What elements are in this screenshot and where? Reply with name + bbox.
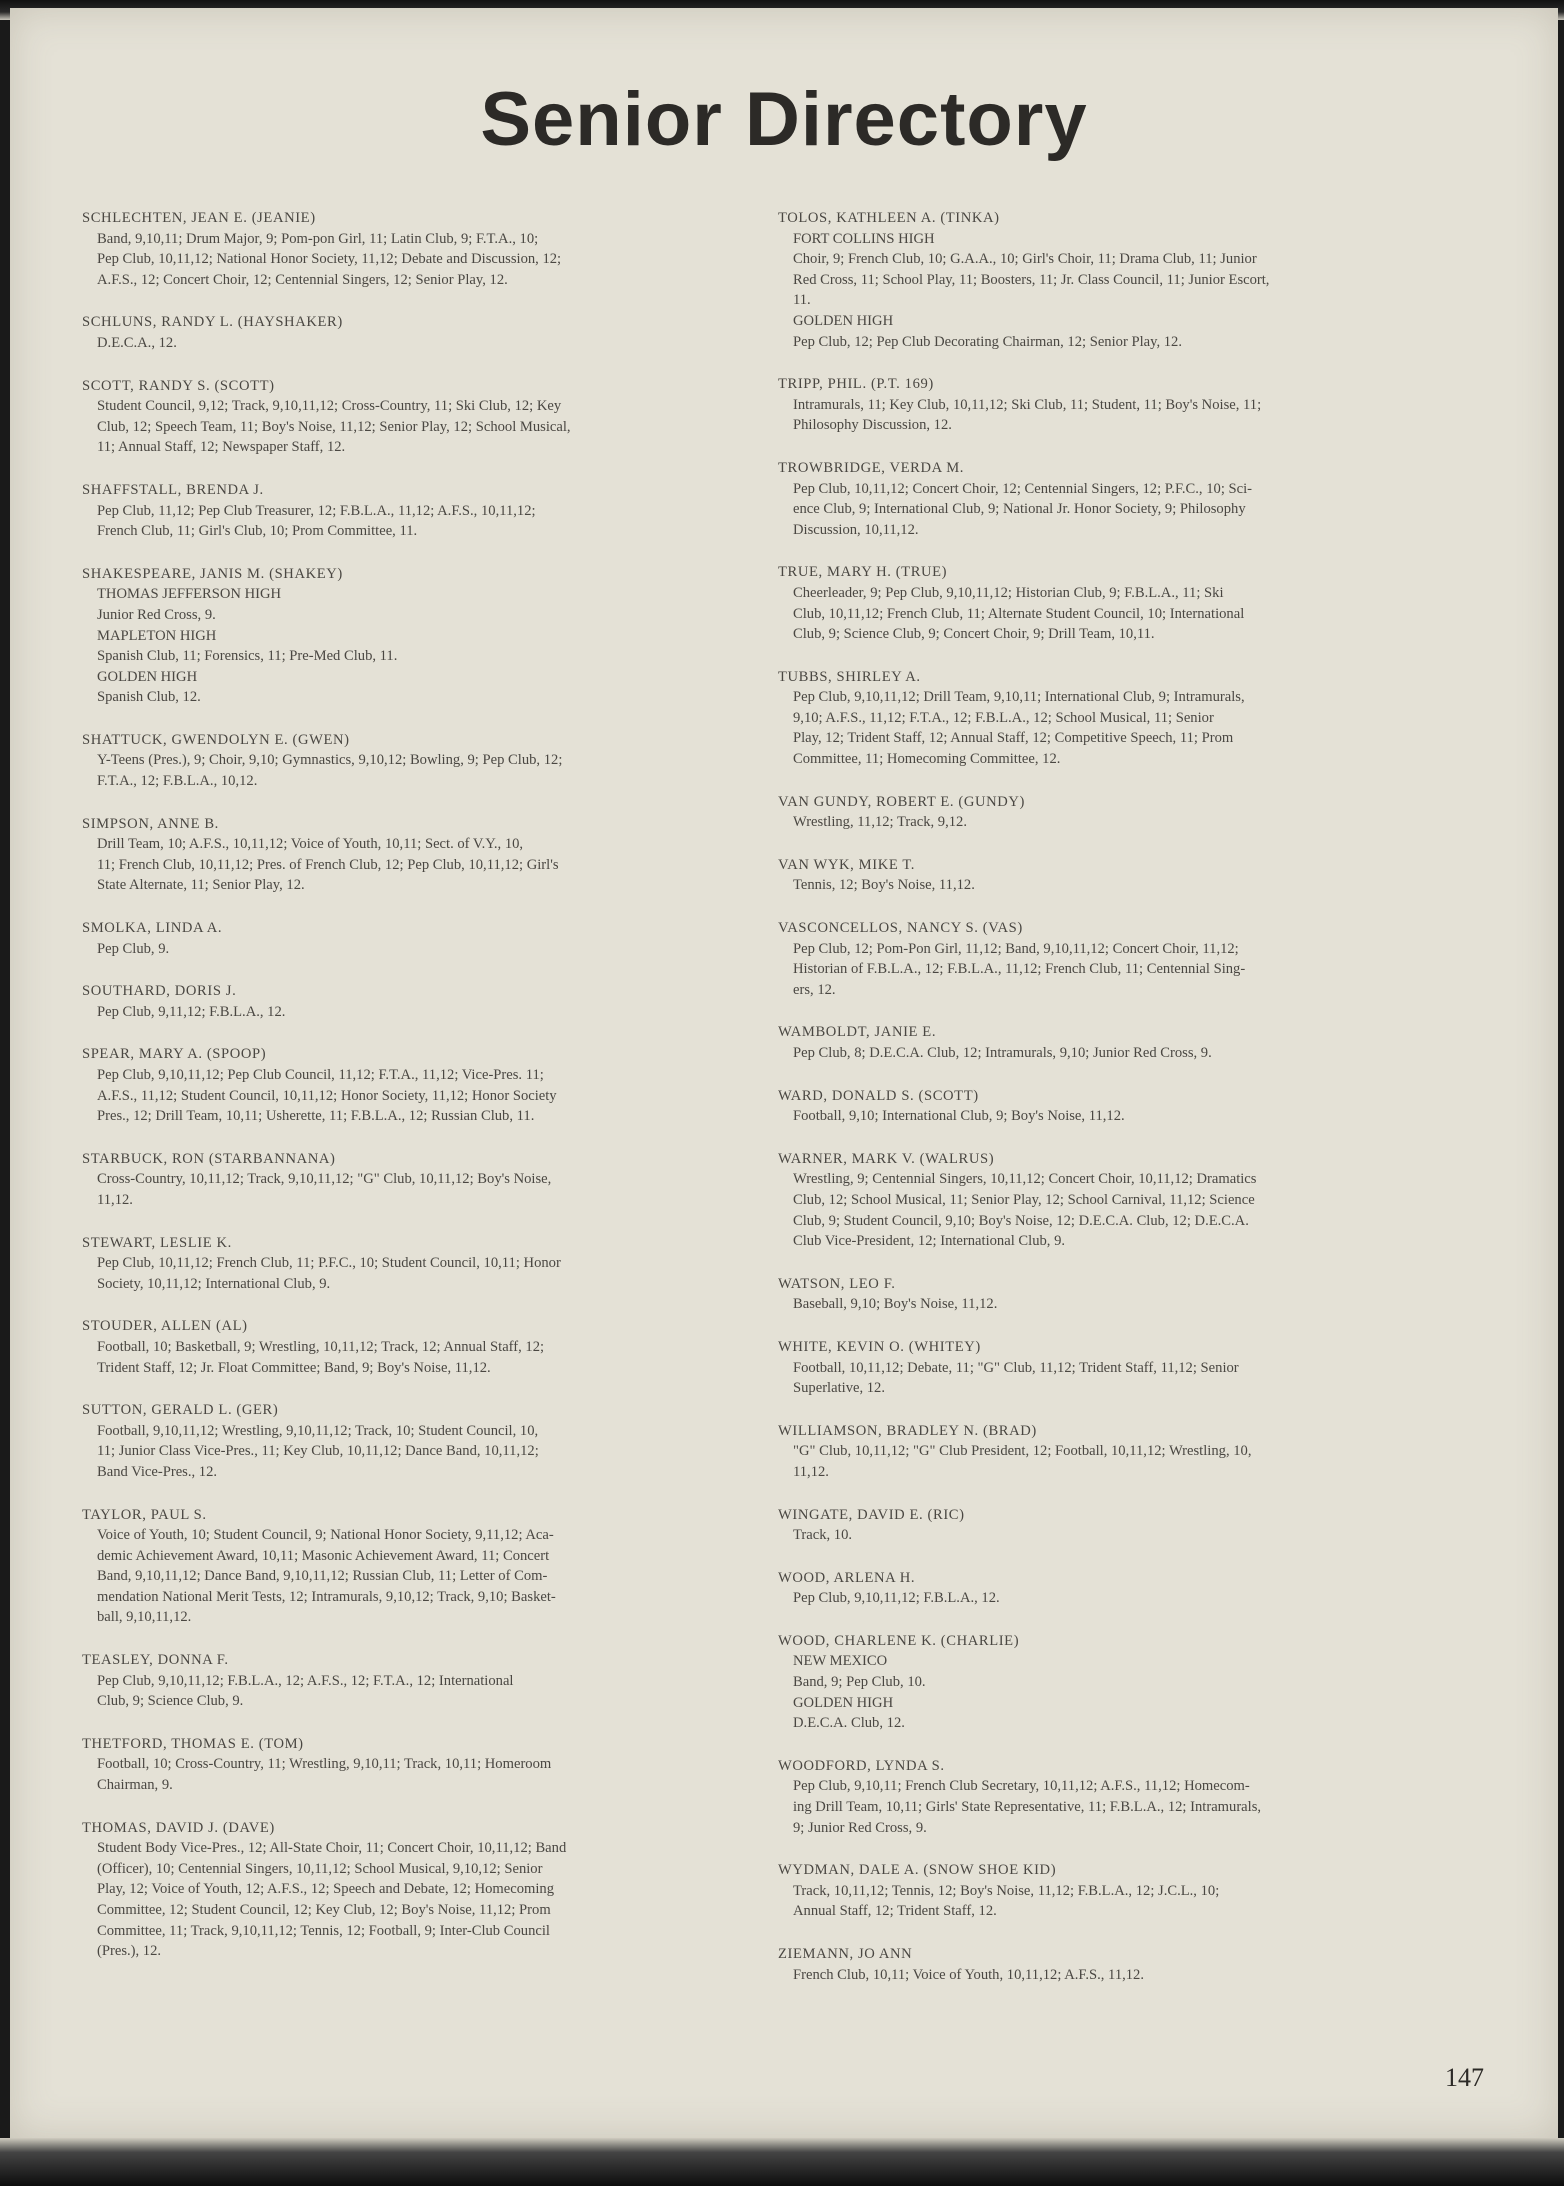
activity-line: Voice of Youth, 10; Student Council, 9; National Honor Society, 9,11,12; Aca- <box>97 1527 554 1544</box>
activity-line: GOLDEN HIGH <box>793 1694 894 1711</box>
activity-line: Pep Club, 9,10,11,12; Drill Team, 9,10,11; International Club, 9; Intramurals, <box>793 689 1245 706</box>
directory-entry <box>82 981 732 1022</box>
activity-line: 11,12. <box>97 1191 133 1208</box>
activity-line: ers, 12. <box>793 981 836 998</box>
activity-line: Club, 10,11,12; French Club, 11; Alternate Student Council, 10; International <box>793 605 1245 622</box>
activity-line: D.E.C.A., 12. <box>97 334 177 351</box>
activity-line: Band, 9,10,11; Drum Major, 9; Pom-pon Girl, 11; Latin Club, 9; F.T.A., 10; <box>97 230 539 247</box>
activity-line: Pep Club, 9,10,11,12; Pep Club Council, 11,12; F.T.A., 11,12; Vice-Pres. 11; <box>97 1067 544 1083</box>
activity-line: Baseball, 9,10; Boy's Noise, 11,12. <box>793 1296 998 1313</box>
directory-entry <box>778 792 1438 833</box>
scan-bottom-edge <box>0 2138 1564 2186</box>
directory-entry <box>778 1505 1438 1546</box>
activity-line: Football, 10,11,12; Debate, 11; "G" Club, 11,12; Trident Staff, 11,12; Senior <box>793 1359 1239 1376</box>
student-name: WATSON, LEO F. <box>778 1275 896 1292</box>
student-name: THOMAS, DAVID J. (DAVE) <box>82 1819 275 1836</box>
activity-line: 11,12. <box>793 1463 829 1480</box>
activity-line: 11; Junior Class Vice-Pres., 11; Key Club, 10,11,12; Dance Band, 10,11,12; <box>97 1443 539 1460</box>
directory-entry <box>778 918 1438 1000</box>
activity-line: Choir, 9; French Club, 10; G.A.A., 10; Girl's Choir, 11; Drama Club, 11; Junior <box>793 251 1257 268</box>
student-name: SIMPSON, ANNE B. <box>82 815 219 832</box>
student-name: TROWBRIDGE, VERDA M. <box>778 459 965 476</box>
activity-line: Club, 9; Science Club, 9; Concert Choir, 9; Drill Team, 10,11. <box>793 626 1155 643</box>
activity-line: Club, 12; Speech Team, 11; Boy's Noise, 11,12; Senior Play, 12; School Musical, <box>97 418 571 435</box>
student-name: WHITE, KEVIN O. (WHITEY) <box>778 1338 981 1355</box>
activity-line: Football, 10; Cross-Country, 11; Wrestling, 9,10,11; Track, 10,11; Homeroom <box>97 1756 552 1773</box>
activity-line: THOMAS JEFFERSON HIGH <box>97 586 282 603</box>
activity-line: (Pres.), 12. <box>97 1943 162 1960</box>
activity-line: mendation National Merit Tests, 12; Intramurals, 9,10,12; Track, 9,10; Basket- <box>97 1588 556 1605</box>
student-name: VAN GUNDY, ROBERT E. (GUNDY) <box>778 793 1025 810</box>
activity-line: ball, 9,10,11,12. <box>97 1609 192 1626</box>
activity-line: A.F.S., 12; Concert Choir, 12; Centennial Singers, 12; Senior Play, 12. <box>97 271 508 288</box>
student-name: WOOD, ARLENA H. <box>778 1569 916 1586</box>
activity-line: NEW MEXICO <box>793 1653 888 1670</box>
activity-line: Red Cross, 11; School Play, 11; Boosters, 11; Jr. Class Council, 11; Junior Escort, <box>793 271 1270 288</box>
directory-entry <box>82 208 732 290</box>
student-name: WARNER, MARK V. (WALRUS) <box>778 1150 995 1167</box>
activity-line: MAPLETON HIGH <box>97 627 217 644</box>
activity-line: Philosophy Discussion, 12. <box>793 417 952 434</box>
directory-entry <box>82 1734 732 1796</box>
activity-line: (Officer), 10; Centennial Singers, 10,11,12; School Musical, 9,10,12; Senior <box>97 1860 543 1877</box>
student-name: WINGATE, DAVID E. (RIC) <box>778 1506 965 1523</box>
activity-line: Pep Club, 11,12; Pep Club Treasurer, 12; F.B.L.A., 11,12; A.F.S., 10,11,12; <box>97 502 536 519</box>
activity-line: Play, 12; Voice of Youth, 12; A.F.S., 12; Speech and Debate, 12; Homecoming <box>97 1881 555 1898</box>
directory-entry <box>82 1044 732 1126</box>
activity-line: "G" Club, 10,11,12; "G" Club President, 12; Football, 10,11,12; Wrestling, 10, <box>793 1443 1252 1460</box>
directory-entry <box>778 1944 1438 1985</box>
student-name: TRIPP, PHIL. (P.T. 169) <box>778 376 934 393</box>
activity-line: Annual Staff, 12; Trident Staff, 12. <box>793 1903 997 1920</box>
student-name: STOUDER, ALLEN (AL) <box>82 1318 248 1335</box>
activity-line: D.E.C.A. Club, 12. <box>793 1715 905 1732</box>
activity-line: Pep Club, 10,11,12; Concert Choir, 12; Centennial Singers, 12; P.F.C., 10; Sci- <box>793 480 1253 497</box>
activity-line: Committee, 11; Track, 9,10,11,12; Tennis, 12; Football, 9; Inter-Club Council <box>97 1922 550 1939</box>
activity-line: Pep Club, 12; Pep Club Decorating Chairman, 12; Senior Play, 12. <box>793 333 1182 350</box>
activity-line: Track, 10,11,12; Tennis, 12; Boy's Noise, 11,12; F.B.L.A., 12; J.C.L., 10; <box>793 1882 1220 1899</box>
student-name: SPEAR, MARY A. (SPOOP) <box>82 1046 267 1063</box>
student-name: SHAKESPEARE, JANIS M. (SHAKEY) <box>82 565 343 582</box>
directory-entry <box>82 1233 732 1295</box>
activity-line: State Alternate, 11; Senior Play, 12. <box>97 877 305 894</box>
activity-line: Tennis, 12; Boy's Noise, 11,12. <box>793 877 975 894</box>
activity-line: Club Vice-President, 12; International Club, 9. <box>793 1233 1066 1250</box>
activity-line: French Club, 11; Girl's Club, 10; Prom Committee, 11. <box>97 523 418 540</box>
activity-line: Intramurals, 11; Key Club, 10,11,12; Ski Club, 11; Student, 11; Boy's Noise, 11; <box>793 396 1262 413</box>
student-name: WOODFORD, LYNDA S. <box>778 1757 945 1774</box>
directory-entry <box>82 564 732 708</box>
activity-line: 9,10; A.F.S., 11,12; F.T.A., 12; F.B.L.A., 12; School Musical, 11; Senior <box>793 709 1214 726</box>
activity-line: F.T.A., 12; F.B.L.A., 10,12. <box>97 773 258 790</box>
activity-line: Pep Club, 8; D.E.C.A. Club, 12; Intramurals, 9,10; Junior Red Cross, 9. <box>793 1045 1212 1061</box>
student-name: SHAFFSTALL, BRENDA J. <box>82 481 264 498</box>
activity-line: Wrestling, 11,12; Track, 9,12. <box>793 814 967 831</box>
student-name: TOLOS, KATHLEEN A. (TINKA) <box>778 210 1000 226</box>
activity-line: Historian of F.B.L.A., 12; F.B.L.A., 11,12; French Club, 11; Centennial Sing- <box>793 961 1246 978</box>
student-name: TAYLOR, PAUL S. <box>82 1506 207 1523</box>
activity-line: Track, 10. <box>793 1527 853 1544</box>
student-name: SMOLKA, LINDA A. <box>82 920 223 937</box>
activity-line: ence Club, 9; International Club, 9; National Jr. Honor Society, 9; Philosophy <box>793 501 1246 518</box>
student-name: SHATTUCK, GWENDOLYN E. (GWEN) <box>82 731 350 748</box>
activity-line: 11; Annual Staff, 12; Newspaper Staff, 12. <box>97 439 346 456</box>
activity-line: Football, 10; Basketball, 9; Wrestling, 10,11,12; Track, 12; Annual Staff, 12; <box>97 1338 545 1355</box>
directory-entry <box>82 918 732 959</box>
student-name: SCHLUNS, RANDY L. (HAYSHAKER) <box>82 314 343 331</box>
directory-entry <box>82 1400 732 1482</box>
directory-left-column <box>82 208 732 1984</box>
student-name: SOUTHARD, DORIS J. <box>82 983 237 1000</box>
activity-line: Band, 9,10,11,12; Dance Band, 9,10,11,12; Russian Club, 11; Letter of Com- <box>97 1568 548 1585</box>
activity-line: Club, 9; Science Club, 9. <box>97 1693 244 1710</box>
activity-line: Pep Club, 9,10,11,12; F.B.L.A., 12; A.F.S., 12; F.T.A., 12; International <box>97 1672 514 1689</box>
activity-line: Y-Teens (Pres.), 9; Choir, 9,10; Gymnastics, 9,10,12; Bowling, 9; Pep Club, 12; <box>97 752 563 769</box>
student-name: TUBBS, SHIRLEY A. <box>778 668 921 685</box>
directory-entry <box>778 458 1438 540</box>
activity-line: Play, 12; Trident Staff, 12; Annual Staff, 12; Competitive Speech, 11; Prom <box>793 730 1234 747</box>
directory-entry <box>778 1756 1438 1838</box>
activity-line: Trident Staff, 12; Jr. Float Committee; Band, 9; Boy's Noise, 11,12. <box>97 1359 491 1376</box>
activity-line: Pep Club, 10,11,12; French Club, 11; P.F.C., 10; Student Council, 10,11; Honor <box>97 1255 561 1272</box>
student-name: WARD, DONALD S. (SCOTT) <box>778 1087 979 1104</box>
directory-entry <box>82 480 732 542</box>
student-name: SCHLECHTEN, JEAN E. (JEANIE) <box>82 210 316 226</box>
student-name: ZIEMANN, JO ANN <box>778 1946 913 1962</box>
activity-line: Spanish Club, 12. <box>97 689 201 706</box>
activity-line: Pep Club, 9,10,11; French Club Secretary, 10,11,12; A.F.S., 11,12; Homecom- <box>793 1778 1250 1795</box>
directory-entry <box>82 1149 732 1211</box>
activity-line: Football, 9,10; International Club, 9; Boy's Noise, 11,12. <box>793 1108 1125 1125</box>
yearbook-page <box>10 8 1558 2138</box>
directory-entry <box>82 1316 732 1378</box>
directory-entry <box>778 1568 1438 1609</box>
activity-line: Pres., 12; Drill Team, 10,11; Usherette, 11; F.B.L.A., 12; Russian Club, 11. <box>97 1108 535 1125</box>
activity-line: Cross-Country, 10,11,12; Track, 9,10,11,12; "G" Club, 10,11,12; Boy's Noise, <box>97 1171 552 1188</box>
directory-entry <box>82 730 732 792</box>
activity-line: Committee, 12; Student Council, 12; Key Club, 12; Boy's Noise, 11,12; Prom <box>97 1902 551 1918</box>
directory-right-column <box>778 208 1438 2007</box>
student-name: VAN WYK, MIKE T. <box>778 856 916 873</box>
directory-entry <box>778 374 1438 436</box>
student-name: WOOD, CHARLENE K. (CHARLIE) <box>778 1632 1020 1649</box>
directory-entry <box>778 1274 1438 1315</box>
directory-entry <box>778 562 1438 644</box>
activity-line: Club, 9; Student Council, 9,10; Boy's Noise, 12; D.E.C.A. Club, 12; D.E.C.A. <box>793 1212 1249 1229</box>
activity-line: Band, 9; Pep Club, 10. <box>793 1674 926 1691</box>
page-number: 147 <box>1445 2063 1484 2092</box>
student-name: STARBUCK, RON (STARBANNANA) <box>82 1150 336 1167</box>
student-name: STEWART, LESLIE K. <box>82 1234 232 1251</box>
activity-line: Superlative, 12. <box>793 1380 886 1397</box>
directory-entry <box>778 1337 1438 1399</box>
directory-entry <box>82 376 732 458</box>
student-name: VASCONCELLOS, NANCY S. (VAS) <box>778 920 1023 937</box>
activity-line: Cheerleader, 9; Pep Club, 9,10,11,12; Historian Club, 9; F.B.L.A., 11; Ski <box>793 584 1224 601</box>
page-title: Senior Directory <box>480 77 1088 162</box>
student-name: SCOTT, RANDY S. (SCOTT) <box>82 377 275 394</box>
student-name: TRUE, MARY H. (TRUE) <box>778 564 948 581</box>
activity-line: Pep Club, 9,10,11,12; F.B.L.A., 12. <box>793 1590 1000 1607</box>
directory-entry <box>82 814 732 896</box>
activity-line: GOLDEN HIGH <box>793 312 894 329</box>
student-name: SUTTON, GERALD L. (GER) <box>82 1402 279 1419</box>
activity-line: French Club, 10,11; Voice of Youth, 10,11,12; A.F.S., 11,12. <box>793 1966 1145 1983</box>
activity-line: Wrestling, 9; Centennial Singers, 10,11,12; Concert Choir, 10,11,12; Dramatics <box>793 1171 1257 1188</box>
activity-line: Football, 9,10,11,12; Wrestling, 9,10,11,12; Track, 10; Student Council, 10, <box>97 1422 539 1439</box>
directory-entry <box>778 1149 1438 1252</box>
activity-line: 11. <box>793 292 811 309</box>
activity-line: Discussion, 10,11,12. <box>793 521 919 538</box>
activity-line: Pep Club, 10,11,12; National Honor Society, 11,12; Debate and Discussion, 12; <box>97 251 562 268</box>
student-name: THETFORD, THOMAS E. (TOM) <box>82 1735 304 1752</box>
activity-line: Band Vice-Pres., 12. <box>97 1463 218 1480</box>
directory-entry <box>778 855 1438 896</box>
activity-line: 11; French Club, 10,11,12; Pres. of French Club, 12; Pep Club, 10,11,12; Girl's <box>97 856 559 873</box>
directory-entry <box>82 1505 732 1629</box>
activity-line: FORT COLLINS HIGH <box>793 230 935 247</box>
activity-line: Pep Club, 12; Pom-Pon Girl, 11,12; Band, 9,10,11,12; Concert Choir, 11,12; <box>793 940 1239 957</box>
activity-line: Spanish Club, 11; Forensics, 11; Pre-Med Club, 11. <box>97 648 398 665</box>
activity-line: Society, 10,11,12; International Club, 9. <box>97 1275 331 1292</box>
directory-entry <box>82 1650 732 1712</box>
directory-entry <box>778 667 1438 770</box>
activity-line: Junior Red Cross, 9. <box>97 606 216 623</box>
directory-entry <box>778 1631 1438 1734</box>
activity-line: Student Council, 9,12; Track, 9,10,11,12; Cross-Country, 11; Ski Club, 12; Key <box>97 398 562 415</box>
activity-line: Pep Club, 9,11,12; F.B.L.A., 12. <box>97 1003 286 1020</box>
directory-entry <box>778 1421 1438 1483</box>
activity-line: Club, 12; School Musical, 11; Senior Play, 12; School Carnival, 11,12; Science <box>793 1191 1255 1208</box>
activity-line: Pep Club, 9. <box>97 940 170 957</box>
directory-entry <box>778 1860 1438 1922</box>
activity-line: demic Achievement Award, 10,11; Masonic Achievement Award, 11; Concert <box>97 1547 550 1564</box>
activity-line: GOLDEN HIGH <box>97 668 198 685</box>
student-name: WILLIAMSON, BRADLEY N. (BRAD) <box>778 1422 1037 1439</box>
activity-line: Committee, 11; Homecoming Committee, 12. <box>793 751 1061 768</box>
activity-line: ing Drill Team, 10,11; Girls' State Representative, 11; F.B.L.A., 12; Intramurals, <box>793 1799 1262 1816</box>
activity-line: Drill Team, 10; A.F.S., 10,11,12; Voice of Youth, 10,11; Sect. of V.Y., 10, <box>97 836 524 853</box>
directory-entry <box>82 1818 732 1962</box>
activity-line: Student Body Vice-Pres., 12; All-State Choir, 11; Concert Choir, 10,11,12; Band <box>97 1840 567 1857</box>
directory-entry <box>778 1086 1438 1127</box>
activity-line: Chairman, 9. <box>97 1777 173 1794</box>
student-name: WAMBOLDT, JANIE E. <box>778 1024 937 1041</box>
activity-line: A.F.S., 11,12; Student Council, 10,11,12; Honor Society, 11,12; Honor Society <box>97 1087 557 1104</box>
student-name: WYDMAN, DALE A. (SNOW SHOE KID) <box>778 1862 1057 1879</box>
directory-entry <box>82 312 732 353</box>
student-name: TEASLEY, DONNA F. <box>82 1652 229 1669</box>
directory-entry <box>778 1022 1438 1063</box>
activity-line: 9; Junior Red Cross, 9. <box>793 1819 927 1836</box>
directory-entry <box>778 208 1438 352</box>
